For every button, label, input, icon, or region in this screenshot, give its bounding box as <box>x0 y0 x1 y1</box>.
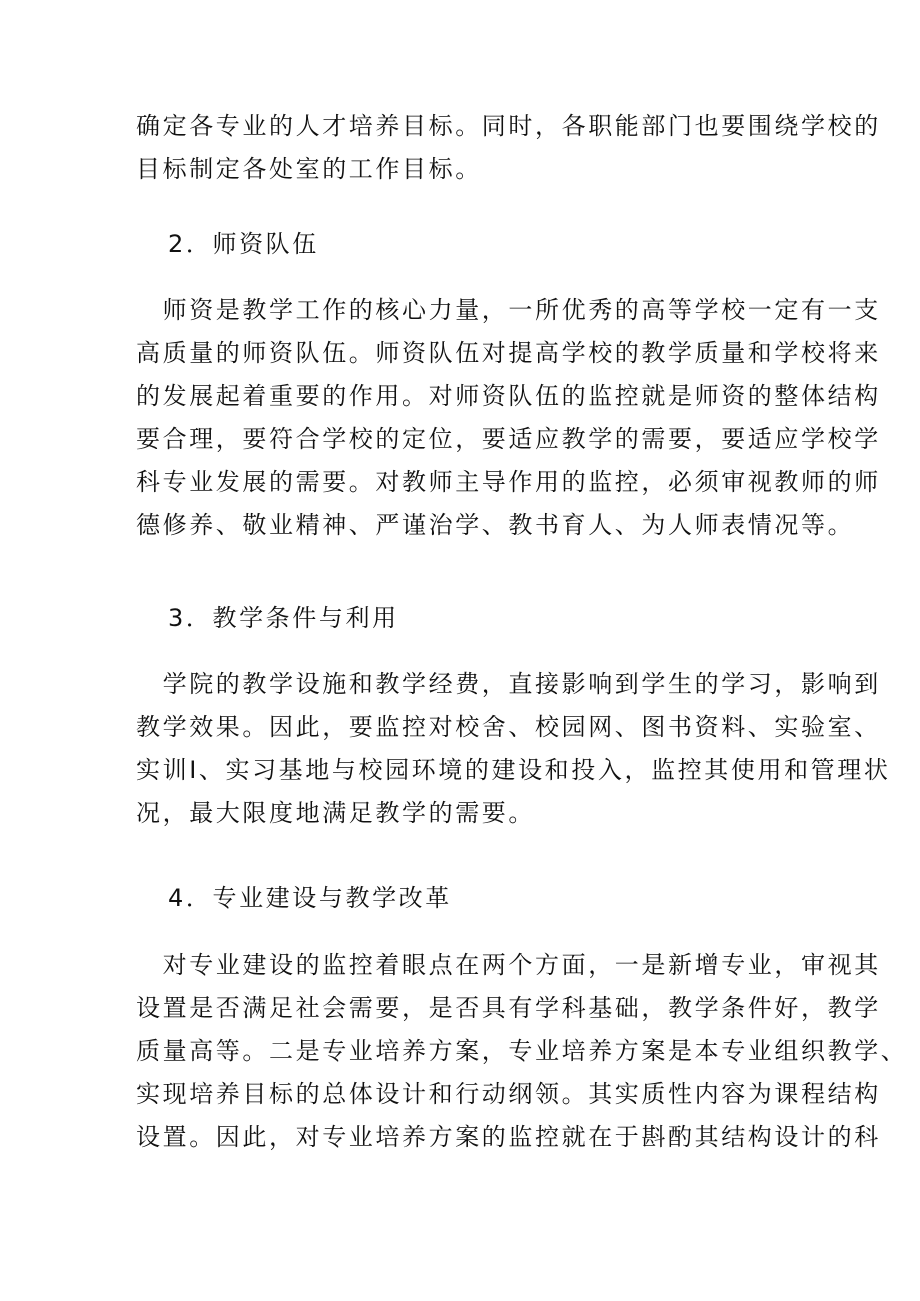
paragraph-line: 要合理，要符合学校的定位，要适应教学的需要，要适应学校学 <box>136 425 881 453</box>
paragraph-specialty-construction <box>136 944 908 1159</box>
paragraph-line: 对专业建设的监控着眼点在两个方面，一是新增专业，审视其 <box>136 951 881 979</box>
paragraph-line: 师资是教学工作的核心力量，一所优秀的高等学校一定有一支 <box>136 296 881 324</box>
paragraph-line: 科专业发展的需要。对教师主导作用的监控，必须审视教师的师 <box>136 468 881 496</box>
paragraph-line: 设置。因此，对专业培养方案的监控就在于斟酌其结构设计的科 <box>136 1123 881 1151</box>
paragraph-line: 况，最大限度地满足教学的需要。 <box>136 799 535 827</box>
paragraph-line: 教学效果。因此，要监控对校舍、校园网、图书资料、实验室、 <box>136 713 881 741</box>
paragraph-line: 高质量的师资队伍。师资队伍对提高学校的教学质量和学校将来 <box>136 339 881 367</box>
paragraph-line: 确定各专业的人才培养目标。同时，各职能部门也要围绕学校的 <box>136 112 881 140</box>
paragraph-line: 目标制定各处室的工作目标。 <box>136 155 482 183</box>
paragraph-line: 学院的教学设施和教学经费，直接影响到学生的学习，影响到 <box>136 670 881 698</box>
paragraph-training-goals <box>136 105 881 191</box>
section-heading-teaching-conditions: 3．教学条件与利用 <box>168 604 399 632</box>
section-heading-specialty-construction: 4．专业建设与教学改革 <box>168 884 452 912</box>
paragraph-teaching-conditions <box>136 663 891 835</box>
paragraph-line: 实训I、实习基地与校园环境的建设和投入，监控其使用和管理状 <box>136 756 891 784</box>
paragraph-line: 德修养、敬业精神、严谨治学、教书育人、为人师表情况等。 <box>136 511 855 539</box>
paragraph-line: 的发展起着重要的作用。对师资队伍的监控就是师资的整体结构 <box>136 382 881 410</box>
paragraph-line: 实现培养目标的总体设计和行动纲领。其实质性内容为课程结构 <box>136 1080 881 1108</box>
paragraph-line: 设置是否满足社会需要，是否具有学科基础，教学条件好，教学 <box>136 994 881 1022</box>
paragraph-faculty <box>136 289 881 547</box>
paragraph-line: 质量高等。二是专业培养方案，专业培养方案是本专业组织教学、 <box>136 1037 908 1065</box>
section-heading-faculty: 2．师资队伍 <box>168 230 319 258</box>
